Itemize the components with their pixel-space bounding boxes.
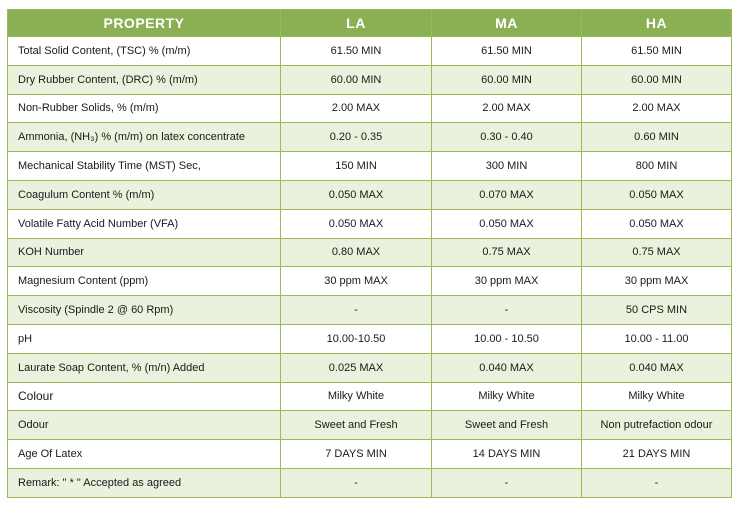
ha-value-cell: 10.00 - 11.00 xyxy=(582,324,732,353)
property-cell: Dry Rubber Content, (DRC) % (m/m) xyxy=(8,65,281,94)
la-value-cell: 7 DAYS MIN xyxy=(281,440,432,469)
la-value-cell: - xyxy=(281,296,432,325)
la-value-cell: 30 ppm MAX xyxy=(281,267,432,296)
ha-value-cell: 21 DAYS MIN xyxy=(582,440,732,469)
table-row xyxy=(8,324,732,353)
ha-value-cell: - xyxy=(582,468,732,497)
ma-value-cell: 0.040 MAX xyxy=(432,353,582,382)
ma-value-cell: - xyxy=(432,468,582,497)
ma-value-cell: 0.070 MAX xyxy=(432,180,582,209)
header-property: PROPERTY xyxy=(8,10,281,37)
la-value-cell: 10.00-10.50 xyxy=(281,324,432,353)
ha-value-cell: Non putrefaction odour xyxy=(582,411,732,440)
ma-value-cell: 2.00 MAX xyxy=(432,94,582,123)
ma-value-cell: 30 ppm MAX xyxy=(432,267,582,296)
property-cell: pH xyxy=(8,324,281,353)
ha-value-cell: 2.00 MAX xyxy=(582,94,732,123)
ma-value-cell: 300 MIN xyxy=(432,152,582,181)
ma-value-cell: Milky White xyxy=(432,382,582,411)
table-row xyxy=(8,468,732,497)
latex-spec-table xyxy=(7,9,732,498)
la-value-cell: 0.025 MAX xyxy=(281,353,432,382)
table-row xyxy=(8,123,732,152)
property-cell: Age Of Latex xyxy=(8,440,281,469)
table-row xyxy=(8,411,732,440)
table-row xyxy=(8,296,732,325)
property-cell: Colour xyxy=(8,382,281,411)
ha-value-cell: Milky White xyxy=(582,382,732,411)
la-value-cell: - xyxy=(281,468,432,497)
ma-value-cell: Sweet and Fresh xyxy=(432,411,582,440)
ha-value-cell: 0.60 MIN xyxy=(582,123,732,152)
ha-value-cell: 0.050 MAX xyxy=(582,180,732,209)
header-ha: HA xyxy=(582,10,732,37)
table-row xyxy=(8,152,732,181)
spec-table-container xyxy=(7,9,732,498)
ma-value-cell: 10.00 - 10.50 xyxy=(432,324,582,353)
la-value-cell: 0.80 MAX xyxy=(281,238,432,267)
la-value-cell: 61.50 MIN xyxy=(281,37,432,66)
header-la: LA xyxy=(281,10,432,37)
ha-value-cell: 61.50 MIN xyxy=(582,37,732,66)
ma-value-cell: 60.00 MIN xyxy=(432,65,582,94)
table-row xyxy=(8,267,732,296)
property-cell: Total Solid Content, (TSC) % (m/m) xyxy=(8,37,281,66)
ha-value-cell: 0.040 MAX xyxy=(582,353,732,382)
property-cell: KOH Number xyxy=(8,238,281,267)
property-cell: Laurate Soap Content, % (m/n) Added xyxy=(8,353,281,382)
property-cell: Mechanical Stability Time (MST) Sec, xyxy=(8,152,281,181)
ma-value-cell: 14 DAYS MIN xyxy=(432,440,582,469)
property-cell: Non-Rubber Solids, % (m/m) xyxy=(8,94,281,123)
la-value-cell: 0.20 - 0.35 xyxy=(281,123,432,152)
property-cell: Odour xyxy=(8,411,281,440)
header-ma: MA xyxy=(432,10,582,37)
property-cell: Viscosity (Spindle 2 @ 60 Rpm) xyxy=(8,296,281,325)
table-row xyxy=(8,94,732,123)
la-value-cell: Sweet and Fresh xyxy=(281,411,432,440)
property-cell: Coagulum Content % (m/m) xyxy=(8,180,281,209)
property-cell: Magnesium Content (ppm) xyxy=(8,267,281,296)
la-value-cell: 0.050 MAX xyxy=(281,209,432,238)
table-row xyxy=(8,37,732,66)
property-cell: Ammonia, (NH₃) % (m/m) on latex concentrate xyxy=(8,123,281,152)
table-row xyxy=(8,65,732,94)
table-row xyxy=(8,353,732,382)
ma-value-cell: 0.30 - 0.40 xyxy=(432,123,582,152)
table-row xyxy=(8,180,732,209)
ha-value-cell: 800 MIN xyxy=(582,152,732,181)
table-row xyxy=(8,440,732,469)
ma-value-cell: 61.50 MIN xyxy=(432,37,582,66)
ha-value-cell: 50 CPS MIN xyxy=(582,296,732,325)
la-value-cell: 60.00 MIN xyxy=(281,65,432,94)
property-cell: Remark: " * " Accepted as agreed xyxy=(8,468,281,497)
ha-value-cell: 0.050 MAX xyxy=(582,209,732,238)
la-value-cell: 150 MIN xyxy=(281,152,432,181)
la-value-cell: 2.00 MAX xyxy=(281,94,432,123)
ma-value-cell: - xyxy=(432,296,582,325)
la-value-cell: 0.050 MAX xyxy=(281,180,432,209)
table-body xyxy=(8,37,732,498)
property-cell: Volatile Fatty Acid Number (VFA) xyxy=(8,209,281,238)
ha-value-cell: 30 ppm MAX xyxy=(582,267,732,296)
table-row xyxy=(8,382,732,411)
table-header-row xyxy=(8,10,732,37)
ha-value-cell: 60.00 MIN xyxy=(582,65,732,94)
ma-value-cell: 0.050 MAX xyxy=(432,209,582,238)
table-row xyxy=(8,209,732,238)
ha-value-cell: 0.75 MAX xyxy=(582,238,732,267)
table-row xyxy=(8,238,732,267)
ma-value-cell: 0.75 MAX xyxy=(432,238,582,267)
la-value-cell: Milky White xyxy=(281,382,432,411)
